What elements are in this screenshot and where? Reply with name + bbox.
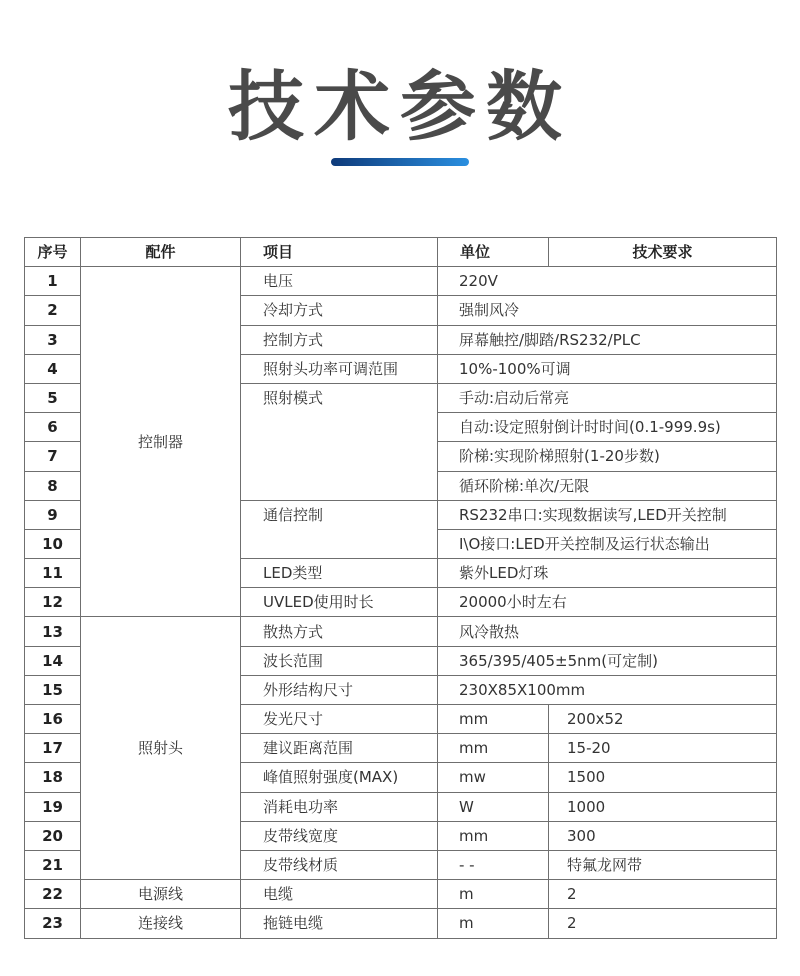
unit-emit-size: mm [438,705,549,734]
row-seq: 12 [25,588,81,617]
header-item: 项目 [241,238,438,267]
row-seq: 10 [25,529,81,558]
row-seq: 9 [25,500,81,529]
part-power: 电源线 [81,880,241,909]
row-seq: 13 [25,617,81,646]
row-seq: 3 [25,325,81,354]
value-comm-rs232: RS232串口:实现数据读写,LED开关控制 [438,500,777,529]
row-seq: 15 [25,675,81,704]
row-seq: 1 [25,267,81,296]
value-wave: 365/395/405±5nm(可定制) [438,646,777,675]
value-uvled-life: 20000小时左右 [438,588,777,617]
spec-emit-size: 200x52 [549,705,777,734]
item-peak: 峰值照射强度(MAX) [241,763,438,792]
row-seq: 2 [25,296,81,325]
table-row [25,909,777,938]
row-seq: 6 [25,413,81,442]
row-seq: 16 [25,705,81,734]
item-belt-material: 皮带线材质 [241,850,438,879]
unit-consumption: W [438,792,549,821]
value-mode-manual: 手动:启动后常亮 [438,383,777,412]
item-led-type: LED类型 [241,559,438,588]
spec-distance: 15-20 [549,734,777,763]
row-seq: 23 [25,909,81,938]
value-size: 230X85X100mm [438,675,777,704]
row-seq: 7 [25,442,81,471]
item-comm: 通信控制 [241,500,438,558]
spec-cable: 2 [549,880,777,909]
value-mode-auto: 自动:设定照射倒计时时间(0.1-999.9s) [438,413,777,442]
value-control: 屏幕触控/脚踏/RS232/PLC [438,325,777,354]
value-comm-io: I\O接口:LED开关控制及运行状态输出 [438,529,777,558]
spec-belt-width: 300 [549,821,777,850]
value-mode-loop: 循环阶梯:单次/无限 [438,471,777,500]
item-voltage: 电压 [241,267,438,296]
row-seq: 21 [25,850,81,879]
item-consumption: 消耗电功率 [241,792,438,821]
unit-drag-cable: m [438,909,549,938]
value-heat: 风冷散热 [438,617,777,646]
title-underline [331,158,469,166]
table-header-row [25,238,777,267]
header-part: 配件 [81,238,241,267]
item-uvled-life: UVLED使用时长 [241,588,438,617]
spec-consumption: 1000 [549,792,777,821]
row-seq: 5 [25,383,81,412]
item-emit-size: 发光尺寸 [241,705,438,734]
item-mode: 照射模式 [241,383,438,500]
value-mode-step: 阶梯:实现阶梯照射(1-20步数) [438,442,777,471]
row-seq: 17 [25,734,81,763]
item-distance: 建议距离范围 [241,734,438,763]
table-row [25,617,777,646]
value-power-range: 10%-100%可调 [438,354,777,383]
row-seq: 20 [25,821,81,850]
row-seq: 14 [25,646,81,675]
page-title: 技术参数 [228,62,572,151]
row-seq: 18 [25,763,81,792]
table-row [25,880,777,909]
row-seq: 8 [25,471,81,500]
value-led-type: 紫外LED灯珠 [438,559,777,588]
part-link: 连接线 [81,909,241,938]
header-unit: 单位 [438,238,549,267]
item-cooling: 冷却方式 [241,296,438,325]
spec-peak: 1500 [549,763,777,792]
row-seq: 22 [25,880,81,909]
item-size: 外形结构尺寸 [241,675,438,704]
value-cooling: 强制风冷 [438,296,777,325]
row-seq: 11 [25,559,81,588]
part-head: 照射头 [81,617,241,880]
part-controller: 控制器 [81,267,241,617]
header-spec: 技术要求 [549,238,777,267]
item-cable: 电缆 [241,880,438,909]
item-drag-cable: 拖链电缆 [241,909,438,938]
item-heat: 散热方式 [241,617,438,646]
item-control: 控制方式 [241,325,438,354]
table-row [25,267,777,296]
item-wave: 波长范围 [241,646,438,675]
value-voltage: 220V [438,267,777,296]
spec-table [24,237,777,939]
header-seq: 序号 [25,238,81,267]
item-power-range: 照射头功率可调范围 [241,354,438,383]
unit-peak: mw [438,763,549,792]
unit-cable: m [438,880,549,909]
item-belt-width: 皮带线宽度 [241,821,438,850]
spec-drag-cable: 2 [549,909,777,938]
row-seq: 19 [25,792,81,821]
row-seq: 4 [25,354,81,383]
unit-belt-width: mm [438,821,549,850]
unit-belt-material: - - [438,850,549,879]
spec-belt-material: 特氟龙网带 [549,850,777,879]
unit-distance: mm [438,734,549,763]
